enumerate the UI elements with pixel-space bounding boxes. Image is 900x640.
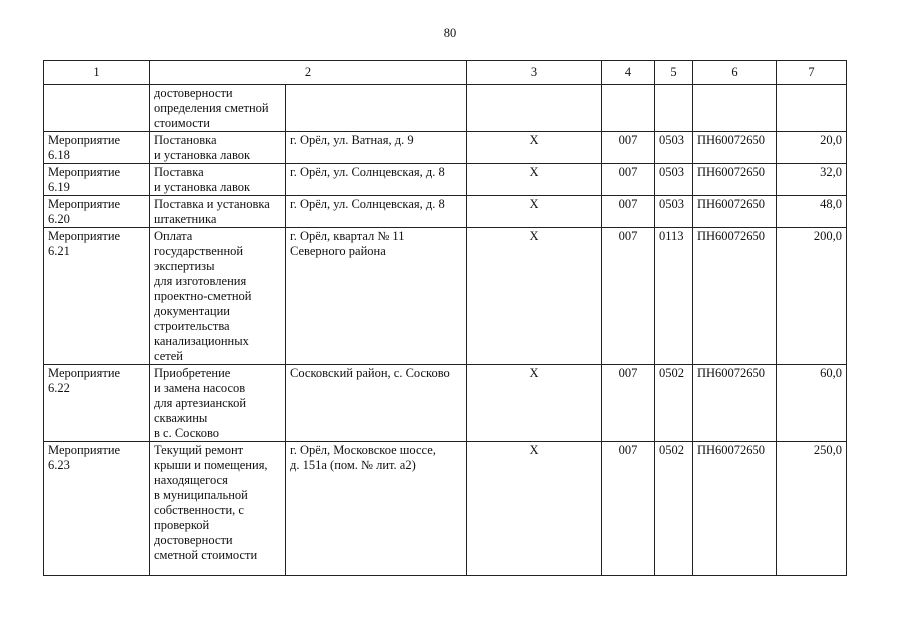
name-cell: Постановка и установка лавок (150, 132, 286, 164)
address-cell: г. Орёл, ул. Солнцевская, д. 8 (286, 196, 467, 228)
code-4-cell: 007 (602, 164, 655, 196)
code-6-cell: ПН60072650 (693, 196, 777, 228)
code-6-cell: ПН60072650 (693, 164, 777, 196)
event-cell: Мероприятие 6.22 (44, 365, 150, 442)
code-5-cell (655, 85, 693, 132)
header-cell-2: 2 (150, 61, 467, 85)
event-cell: Мероприятие 6.21 (44, 228, 150, 365)
amount-cell: 32,0 (777, 164, 847, 196)
code-5-cell: 0113 (655, 228, 693, 365)
name-cell: Поставка и установка лавок (150, 164, 286, 196)
address-cell: г. Орёл, квартал № 11 Северного района (286, 228, 467, 365)
address-cell (286, 85, 467, 132)
code-4-cell: 007 (602, 442, 655, 576)
code-5-cell: 0503 (655, 164, 693, 196)
code-4-cell: 007 (602, 196, 655, 228)
address-cell: г. Орёл, ул. Солнцевская, д. 8 (286, 164, 467, 196)
header-cell-1: 1 (44, 61, 150, 85)
table-row (44, 85, 847, 132)
x-mark-cell: Х (467, 365, 602, 442)
x-mark-cell: Х (467, 132, 602, 164)
header-cell-4: 4 (602, 61, 655, 85)
code-6-cell: ПН60072650 (693, 365, 777, 442)
event-cell: Мероприятие 6.18 (44, 132, 150, 164)
code-4-cell: 007 (602, 228, 655, 365)
x-mark-cell: Х (467, 442, 602, 576)
amount-cell: 250,0 (777, 442, 847, 576)
header-cell-6: 6 (693, 61, 777, 85)
amount-cell (777, 85, 847, 132)
amount-cell: 20,0 (777, 132, 847, 164)
amount-cell: 48,0 (777, 196, 847, 228)
table-header-row (44, 61, 847, 85)
name-cell: достоверности определения сметной стоимости (150, 85, 286, 132)
x-mark-cell: Х (467, 196, 602, 228)
address-cell: г. Орёл, ул. Ватная, д. 9 (286, 132, 467, 164)
table-row (44, 365, 847, 442)
event-cell (44, 85, 150, 132)
x-mark-cell (467, 85, 602, 132)
code-6-cell: ПН60072650 (693, 132, 777, 164)
code-5-cell: 0503 (655, 132, 693, 164)
x-mark-cell: Х (467, 228, 602, 365)
event-cell: Мероприятие 6.20 (44, 196, 150, 228)
code-4-cell: 007 (602, 365, 655, 442)
name-cell: Приобретение и замена насосов для артезианской скважины в с. Сосково (150, 365, 286, 442)
header-cell-7: 7 (777, 61, 847, 85)
address-cell: г. Орёл, Московское шоссе, д. 151а (пом. № лит. а2) (286, 442, 467, 576)
table-row (44, 442, 847, 576)
header-cell-5: 5 (655, 61, 693, 85)
amount-cell: 200,0 (777, 228, 847, 365)
name-cell: Поставка и установка штакетника (150, 196, 286, 228)
event-cell: Мероприятие 6.23 (44, 442, 150, 576)
table-row (44, 228, 847, 365)
table-row (44, 164, 847, 196)
code-6-cell: ПН60072650 (693, 442, 777, 576)
table-row (44, 132, 847, 164)
code-6-cell (693, 85, 777, 132)
name-cell: Оплата государственной экспертизы для изготовления проектно-сметной документации строительства канализационных сетей (150, 228, 286, 365)
header-cell-3: 3 (467, 61, 602, 85)
name-cell: Текущий ремонт крыши и помещения, находящегося в муниципальной собственности, с проверкой достоверности сметной стоимости (150, 442, 286, 576)
x-mark-cell: Х (467, 164, 602, 196)
amount-cell: 60,0 (777, 365, 847, 442)
code-5-cell: 0502 (655, 442, 693, 576)
code-5-cell: 0502 (655, 365, 693, 442)
code-6-cell: ПН60072650 (693, 228, 777, 365)
code-5-cell: 0503 (655, 196, 693, 228)
page-number: 80 (443, 26, 457, 40)
code-4-cell (602, 85, 655, 132)
code-4-cell: 007 (602, 132, 655, 164)
table-row (44, 196, 847, 228)
address-cell: Сосковский район, с. Сосково (286, 365, 467, 442)
event-cell: Мероприятие 6.19 (44, 164, 150, 196)
budget-table (43, 60, 847, 576)
